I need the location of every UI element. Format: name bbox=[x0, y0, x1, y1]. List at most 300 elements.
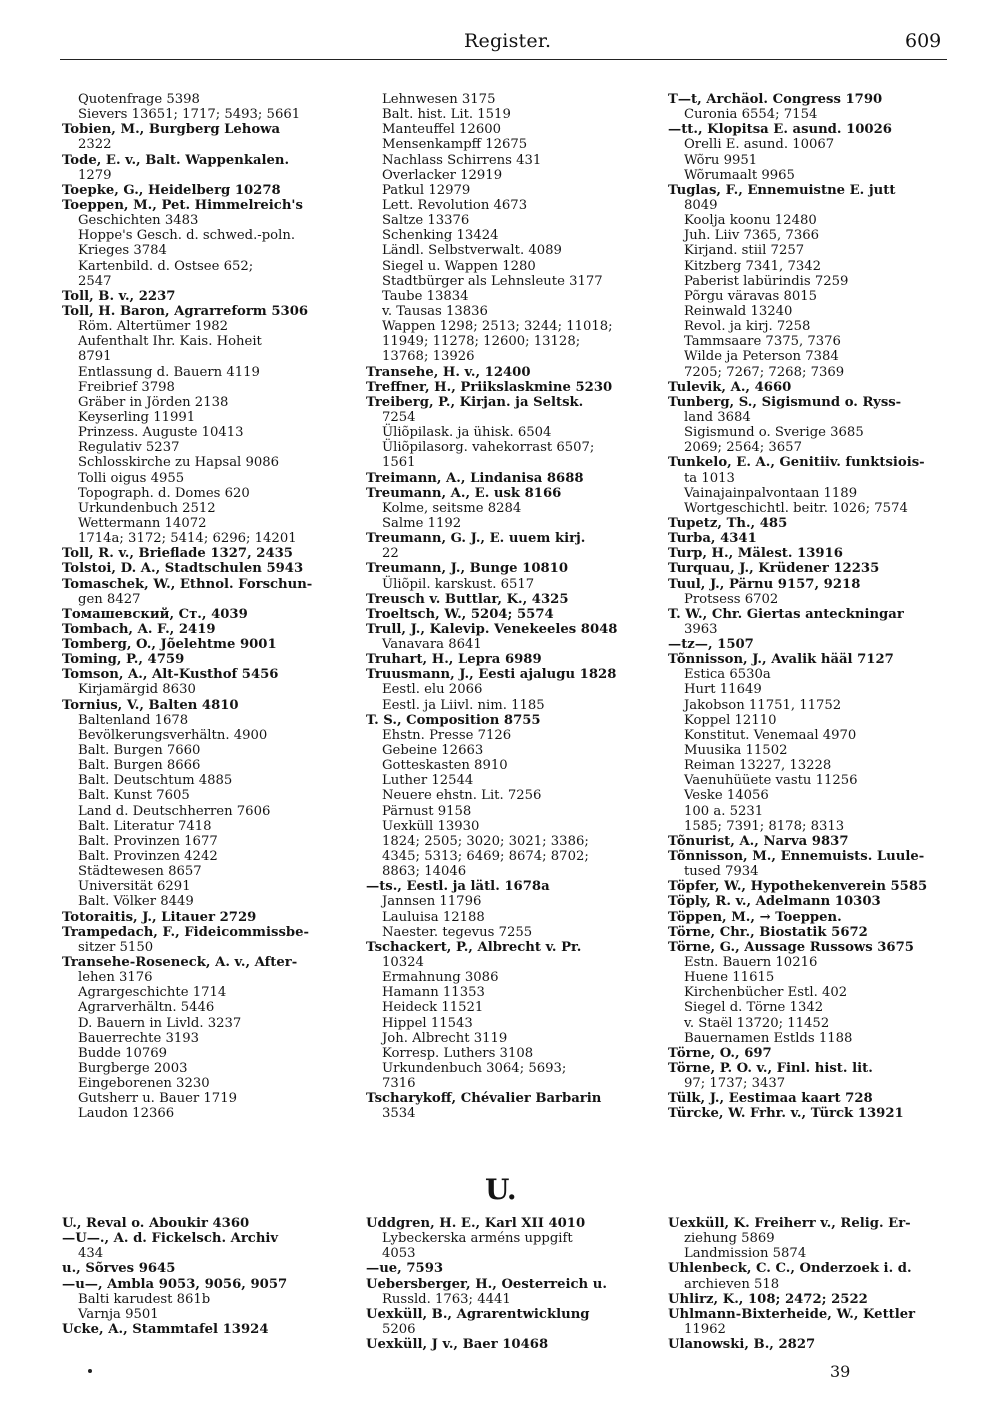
index-heading-line bbox=[668, 940, 968, 955]
entry-text: Üliõpil. karskust. 6517 bbox=[382, 576, 535, 592]
index-heading-line bbox=[62, 667, 362, 682]
entry-text: Eestl. elu 2066 bbox=[382, 682, 483, 698]
index-subentry-line bbox=[62, 758, 362, 773]
entry-text: Burgberge 2003 bbox=[78, 1061, 188, 1076]
index-subentry-line bbox=[366, 577, 666, 592]
index-subentry-line bbox=[62, 1031, 362, 1046]
page-number: 609 bbox=[905, 30, 942, 52]
entry-text: Koolja koonu 12480 bbox=[684, 213, 817, 229]
index-heading-line bbox=[668, 834, 968, 849]
index-subentry-line bbox=[62, 773, 362, 788]
index-subentry-line bbox=[366, 1292, 666, 1307]
index-heading-line bbox=[62, 622, 362, 637]
heading-text: Turp, H., Mälest. 13916 bbox=[668, 546, 843, 562]
index-subentry-line bbox=[366, 319, 666, 334]
entry-text: Estn. Bauern 10216 bbox=[684, 955, 818, 971]
heading-text: Treimann, A., Lindanisa 8688 bbox=[366, 470, 584, 486]
index-heading-line bbox=[668, 122, 968, 137]
index-subentry-line bbox=[668, 471, 968, 486]
index-subentry-line bbox=[366, 682, 666, 697]
index-heading-line bbox=[668, 849, 968, 864]
heading-text: —ts., Eestl. ja lätl. 1678a bbox=[366, 879, 550, 895]
heading-text: Ucke, A., Stammtafel 13924 bbox=[62, 1321, 269, 1337]
entry-text: Neuere ehstn. Lit. 7256 bbox=[382, 788, 542, 804]
index-subentry-line bbox=[366, 1046, 666, 1061]
entry-text: Ehstn. Presse 7126 bbox=[382, 727, 512, 743]
index-subentry-line bbox=[62, 395, 362, 410]
index-subentry-line bbox=[366, 955, 666, 970]
heading-text: Turquau, J., Krüdener 12235 bbox=[668, 561, 880, 577]
index-subentry-line bbox=[668, 153, 968, 168]
entry-text: Balt. Provinzen 1677 bbox=[78, 833, 218, 849]
entry-text: Vainajainpalvontaan 1189 bbox=[684, 485, 858, 501]
heading-text: Tombach, A. F., 2419 bbox=[62, 621, 216, 637]
entry-text: v. Tausas 13836 bbox=[382, 303, 488, 319]
entry-text: Hamann 11353 bbox=[382, 985, 485, 1001]
entry-text: Röm. Altertümer 1982 bbox=[78, 319, 229, 335]
entry-text: Wortgeschichtl. beitr. 1026; 7574 bbox=[684, 500, 908, 516]
index-subentry-line bbox=[62, 864, 362, 879]
index-subentry-line bbox=[366, 92, 666, 107]
entry-text: Baltenland 1678 bbox=[78, 712, 189, 728]
index-subentry-line bbox=[366, 168, 666, 183]
entry-text: Gutsherr u. Bauer 1719 bbox=[78, 1091, 237, 1107]
heading-text: Töppen, M., → Toeppen. bbox=[668, 909, 842, 925]
index-heading-line bbox=[62, 652, 362, 667]
signature-number: 39 bbox=[830, 1362, 851, 1381]
index-heading-line bbox=[62, 607, 362, 622]
heading-text: —tz—, 1507 bbox=[668, 637, 754, 653]
entry-text: Landmission 5874 bbox=[684, 1246, 807, 1262]
entry-text: Lehnwesen 3175 bbox=[382, 92, 496, 107]
heading-text: Turba, 4341 bbox=[668, 531, 757, 547]
entry-text: Städtewesen 8657 bbox=[78, 864, 202, 880]
index-subentry-line bbox=[366, 183, 666, 198]
index-heading-line bbox=[668, 561, 968, 576]
index-subentry-line bbox=[668, 334, 968, 349]
heading-text: Toll, R. v., Brieflade 1327, 2435 bbox=[62, 546, 293, 562]
heading-text: T. W., Chr. Giertas anteckningar bbox=[668, 606, 904, 622]
entry-text: Taube 13834 bbox=[382, 288, 469, 304]
entry-text: 10324 bbox=[382, 955, 424, 971]
index-heading-line bbox=[668, 516, 968, 531]
entry-text: Manteuffel 12600 bbox=[382, 122, 501, 138]
index-subentry-line bbox=[62, 743, 362, 758]
index-subentry-line bbox=[62, 1246, 362, 1261]
index-subentry-line bbox=[668, 425, 968, 440]
entry-text: Overlacker 12919 bbox=[382, 167, 503, 183]
index-subentry-line bbox=[366, 1246, 666, 1261]
index-subentry-line bbox=[366, 425, 666, 440]
heading-text: Tscharykoff, Chévalier Barbarin bbox=[366, 1091, 602, 1107]
index-subentry-line bbox=[62, 804, 362, 819]
entry-text: Hurt 11649 bbox=[684, 682, 762, 698]
entry-text: Siegel d. Törne 1342 bbox=[684, 1000, 824, 1016]
entry-text: Entlassung d. Bauern 4119 bbox=[78, 364, 260, 380]
index-subentry-line bbox=[668, 1322, 968, 1337]
index-subentry-line bbox=[668, 1277, 968, 1292]
entry-text: Revol. ja kirj. 7258 bbox=[684, 319, 811, 335]
entry-text: Kitzberg 7341, 7342 bbox=[684, 258, 822, 274]
index-subentry-line bbox=[366, 455, 666, 470]
entry-text: 8863; 14046 bbox=[382, 864, 467, 880]
heading-text: Treffner, H., Priikslaskmine 5230 bbox=[366, 379, 613, 395]
heading-text: Томашевский, Ст., 4039 bbox=[62, 606, 248, 622]
entry-text: Urkundenbuch 3064; 5693; bbox=[382, 1061, 567, 1076]
index-subentry-line bbox=[366, 834, 666, 849]
index-subentry-line bbox=[668, 804, 968, 819]
index-subentry-line bbox=[62, 940, 362, 955]
index-subentry-line bbox=[668, 365, 968, 380]
index-subentry-line bbox=[366, 137, 666, 152]
entry-text: Balti karudest 861b bbox=[78, 1291, 211, 1307]
heading-text: Tode, E. v., Balt. Wappenkalen. bbox=[62, 152, 290, 168]
entry-text: Topograph. d. Domes 620 bbox=[78, 485, 250, 501]
entry-text: Lett. Revolution 4673 bbox=[382, 197, 528, 213]
index-column-middle bbox=[366, 92, 666, 1122]
index-subentry-line bbox=[366, 440, 666, 455]
heading-text: —U—., A. d. Fickelsch. Archiv bbox=[62, 1231, 279, 1247]
index-subentry-line bbox=[62, 728, 362, 743]
index-heading-line bbox=[668, 925, 968, 940]
index-subentry-line bbox=[366, 122, 666, 137]
index-subentry-line bbox=[62, 243, 362, 258]
entry-text: Põrgu väravas 8015 bbox=[684, 288, 818, 304]
entry-text: Jakobson 11751, 11752 bbox=[684, 697, 842, 713]
index-subentry-line bbox=[62, 516, 362, 531]
u-section-column-left bbox=[62, 1216, 362, 1337]
entry-text: Siegel u. Wappen 1280 bbox=[382, 258, 536, 274]
heading-text: Tõnnisson, J., Avalik hääl 7127 bbox=[668, 652, 894, 668]
entry-text: Schlosskirche zu Hapsal 9086 bbox=[78, 455, 280, 471]
heading-text: Toming, P., 4759 bbox=[62, 652, 185, 668]
entry-text: Jannsen 11796 bbox=[382, 894, 482, 910]
heading-text: Uhlmann-Bixterheide, W., Kettler bbox=[668, 1306, 916, 1322]
index-heading-line bbox=[366, 592, 666, 607]
entry-text: Vanavara 8641 bbox=[382, 637, 482, 653]
index-subentry-line bbox=[366, 213, 666, 228]
entry-text: gen 8427 bbox=[78, 591, 141, 607]
entry-text: Krieges 3784 bbox=[78, 243, 167, 259]
index-heading-line bbox=[668, 1292, 968, 1307]
entry-text: Prinzess. Auguste 10413 bbox=[78, 425, 244, 441]
index-subentry-line bbox=[366, 153, 666, 168]
entry-text: Lauluisa 12188 bbox=[382, 909, 485, 925]
index-heading-line bbox=[668, 1061, 968, 1076]
entry-text: Agrargeschichte 1714 bbox=[78, 985, 227, 1001]
entry-text: Protsess 6702 bbox=[684, 591, 779, 607]
index-subentry-line bbox=[668, 1031, 968, 1046]
index-subentry-line bbox=[62, 894, 362, 909]
index-heading-line bbox=[62, 289, 362, 304]
entry-text: Eingeborenen 3230 bbox=[78, 1076, 210, 1092]
index-subentry-line bbox=[366, 637, 666, 652]
entry-text: Balt. Deutschtum 4885 bbox=[78, 773, 233, 789]
print-mark bbox=[88, 1369, 92, 1373]
index-subentry-line bbox=[366, 304, 666, 319]
index-subentry-line bbox=[668, 698, 968, 713]
index-heading-line bbox=[62, 1261, 362, 1276]
entry-text: Üliõpilasorg. vahekorrast 6507; bbox=[382, 440, 595, 456]
index-subentry-line bbox=[668, 1076, 968, 1091]
index-heading-line bbox=[62, 561, 362, 576]
index-heading-line bbox=[62, 546, 362, 561]
entry-text: 3963 bbox=[684, 621, 718, 637]
index-subentry-line bbox=[366, 546, 666, 561]
entry-text: Wappen 1298; 2513; 3244; 11018; bbox=[382, 319, 613, 335]
index-subentry-line bbox=[62, 819, 362, 834]
index-subentry-line bbox=[366, 1061, 666, 1076]
index-subentry-line bbox=[62, 365, 362, 380]
index-subentry-line bbox=[366, 334, 666, 349]
index-subentry-line bbox=[62, 788, 362, 803]
entry-text: Naester. tegevus 7255 bbox=[382, 924, 533, 940]
entry-text: 1714a; 3172; 5414; 6296; 14201 bbox=[78, 531, 297, 547]
index-heading-line bbox=[366, 365, 666, 380]
index-subentry-line bbox=[668, 440, 968, 455]
entry-text: Wõru 9951 bbox=[684, 152, 758, 168]
heading-text: Treusch v. Buttlar, K., 4325 bbox=[366, 591, 569, 607]
index-subentry-line bbox=[668, 259, 968, 274]
index-subentry-line bbox=[668, 228, 968, 243]
running-title: Register. bbox=[464, 30, 552, 52]
index-heading-line bbox=[366, 1277, 666, 1292]
heading-text: Uhlirz, K., 108; 2472; 2522 bbox=[668, 1291, 868, 1307]
index-heading-line bbox=[668, 607, 968, 622]
entry-text: 1824; 2505; 3020; 3021; 3386; bbox=[382, 833, 589, 849]
heading-text: Tunkelo, E. A., Genitiiv. funktsiois- bbox=[668, 455, 925, 471]
heading-text: Tomberg, O., Jõelehtme 9001 bbox=[62, 637, 277, 653]
heading-text: Tolstoi, D. A., Stadtschulen 5943 bbox=[62, 561, 304, 577]
entry-text: Quotenfrage 5398 bbox=[78, 92, 200, 107]
entry-text: Lybeckerska arméns uppgift bbox=[382, 1231, 573, 1247]
heading-text: Toll, H. Baron, Agrarreform 5306 bbox=[62, 303, 309, 319]
heading-text: Tõnurist, A., Narva 9837 bbox=[668, 833, 849, 849]
heading-text: Toeppen, M., Pet. Himmelreich's bbox=[62, 197, 303, 213]
entry-text: Regulativ 5237 bbox=[78, 440, 180, 456]
heading-text: Toll, B. v., 2237 bbox=[62, 288, 176, 304]
index-subentry-line bbox=[366, 289, 666, 304]
heading-text: Tülk, J., Eestimaa kaart 728 bbox=[668, 1091, 873, 1107]
index-heading-line bbox=[668, 546, 968, 561]
index-heading-line bbox=[366, 652, 666, 667]
entry-text: 1585; 7391; 8178; 8313 bbox=[684, 818, 845, 834]
entry-text: Nachlass Schirrens 431 bbox=[382, 152, 542, 168]
index-subentry-line bbox=[366, 1231, 666, 1246]
index-subentry-line bbox=[668, 985, 968, 1000]
entry-text: Hoppe's Gesch. d. schwed.-poln. bbox=[78, 228, 296, 244]
index-subentry-line bbox=[668, 198, 968, 213]
index-subentry-line bbox=[668, 349, 968, 364]
entry-text: Orelli E. asund. 10067 bbox=[684, 137, 835, 153]
entry-text: Wettermann 14072 bbox=[78, 515, 207, 531]
index-heading-line bbox=[668, 879, 968, 894]
entry-text: Gräber in Jörden 2138 bbox=[78, 394, 229, 410]
heading-text: Uexküll, K. Freiherr v., Relig. Er- bbox=[668, 1216, 911, 1231]
entry-text: Kirjamärgid 8630 bbox=[78, 682, 196, 698]
index-subentry-line bbox=[366, 970, 666, 985]
index-subentry-line bbox=[62, 879, 362, 894]
entry-text: Balt. Völker 8449 bbox=[78, 894, 194, 910]
index-subentry-line bbox=[62, 380, 362, 395]
heading-text: Töply, R. v., Adelmann 10303 bbox=[668, 894, 881, 910]
index-heading-line bbox=[366, 667, 666, 682]
index-subentry-line bbox=[62, 834, 362, 849]
entry-text: 7205; 7267; 7268; 7369 bbox=[684, 364, 845, 380]
entry-text: 11962 bbox=[684, 1321, 726, 1337]
entry-text: Üliõpilask. ja ühisk. 6504 bbox=[382, 425, 552, 441]
heading-text: T—t, Archäol. Congress 1790 bbox=[668, 92, 883, 107]
entry-text: Agrarverhältn. 5446 bbox=[78, 1000, 215, 1016]
index-subentry-line bbox=[62, 455, 362, 470]
heading-text: Tobien, M., Burgberg Lehowa bbox=[62, 122, 281, 138]
entry-text: archieven 518 bbox=[684, 1276, 780, 1292]
index-heading-line bbox=[366, 395, 666, 410]
entry-text: Juh. Liiv 7365, 7366 bbox=[684, 228, 819, 244]
entry-text: Kirchenbücher Estl. 402 bbox=[684, 985, 848, 1001]
index-subentry-line bbox=[668, 864, 968, 879]
index-heading-line bbox=[366, 879, 666, 894]
index-subentry-line bbox=[62, 410, 362, 425]
index-subentry-line bbox=[62, 1016, 362, 1031]
index-column-right bbox=[668, 92, 968, 1122]
heading-text: Trampedach, F., Fideicommissbe- bbox=[62, 924, 309, 940]
entry-text: Pärnust 9158 bbox=[382, 803, 472, 819]
index-subentry-line bbox=[668, 728, 968, 743]
index-subentry-line bbox=[366, 849, 666, 864]
entry-text: Hippel 11543 bbox=[382, 1015, 473, 1031]
entry-text: 7316 bbox=[382, 1076, 416, 1092]
entry-text: 11949; 11278; 12600; 13128; bbox=[382, 334, 581, 350]
heading-text: Uhlenbeck, C. C., Onderzoek i. d. bbox=[668, 1261, 912, 1277]
index-heading-line bbox=[62, 198, 362, 213]
index-subentry-line bbox=[668, 410, 968, 425]
index-heading-line bbox=[366, 1091, 666, 1106]
index-subentry-line bbox=[366, 243, 666, 258]
entry-text: Luther 12544 bbox=[382, 773, 474, 789]
index-heading-line bbox=[668, 1046, 968, 1061]
entry-text: Gebeine 12663 bbox=[382, 743, 484, 759]
index-heading-line bbox=[668, 92, 968, 107]
index-subentry-line bbox=[668, 622, 968, 637]
index-subentry-line bbox=[62, 682, 362, 697]
index-heading-line bbox=[62, 183, 362, 198]
u-section-column-right bbox=[668, 1216, 968, 1352]
entry-text: tused 7934 bbox=[684, 864, 759, 880]
heading-text: Tuglas, F., Ennemuistne E. jutt bbox=[668, 182, 896, 198]
heading-text: —ue, 7593 bbox=[366, 1261, 444, 1277]
heading-text: Toepke, G., Heidelberg 10278 bbox=[62, 182, 281, 198]
index-heading-line bbox=[668, 1216, 968, 1231]
index-heading-line bbox=[366, 531, 666, 546]
index-subentry-line bbox=[366, 1076, 666, 1091]
index-subentry-line bbox=[668, 486, 968, 501]
index-heading-line bbox=[62, 577, 362, 592]
entry-text: Korresp. Luthers 3108 bbox=[382, 1045, 534, 1061]
index-heading-line bbox=[366, 561, 666, 576]
entry-text: Land d. Deutschherren 7606 bbox=[78, 803, 271, 819]
index-heading-line bbox=[366, 1337, 666, 1352]
index-subentry-line bbox=[366, 501, 666, 516]
index-subentry-line bbox=[62, 1106, 362, 1121]
index-subentry-line bbox=[62, 440, 362, 455]
index-heading-line bbox=[668, 1091, 968, 1106]
index-subentry-line bbox=[62, 1091, 362, 1106]
index-subentry-line bbox=[62, 471, 362, 486]
entry-text: Mensenkampff 12675 bbox=[382, 137, 528, 153]
index-heading-line bbox=[668, 1261, 968, 1276]
entry-text: Budde 10769 bbox=[78, 1045, 168, 1061]
entry-text: Ermahnung 3086 bbox=[382, 970, 499, 986]
entry-text: Stadtbürger als Lehnsleute 3177 bbox=[382, 273, 603, 289]
entry-text: Balt. Burgen 8666 bbox=[78, 758, 201, 774]
heading-text: Tschackert, P., Albrecht v. Pr. bbox=[366, 939, 582, 955]
entry-text: Urkundenbuch 2512 bbox=[78, 500, 216, 516]
index-subentry-line bbox=[366, 864, 666, 879]
heading-text: Treumann, J., Bunge 10810 bbox=[366, 561, 569, 577]
heading-text: Treiberg, P., Kirjan. ja Seltsk. bbox=[366, 394, 584, 410]
index-subentry-line bbox=[668, 970, 968, 985]
heading-text: Truusmann, J., Eesti ajalugu 1828 bbox=[366, 667, 617, 683]
index-subentry-line bbox=[62, 985, 362, 1000]
heading-text: —u—, Ambla 9053, 9056, 9057 bbox=[62, 1276, 288, 1292]
index-subentry-line bbox=[62, 334, 362, 349]
index-subentry-line bbox=[62, 1061, 362, 1076]
heading-text: Tõnnisson, M., Ennemuists. Luule- bbox=[668, 849, 925, 865]
section-letter: U. bbox=[485, 1173, 517, 1206]
index-subentry-line bbox=[366, 758, 666, 773]
entry-text: Balt. hist. Lit. 1519 bbox=[382, 107, 511, 123]
index-subentry-line bbox=[668, 107, 968, 122]
entry-text: 4053 bbox=[382, 1246, 416, 1262]
index-subentry-line bbox=[366, 698, 666, 713]
index-subentry-line bbox=[62, 425, 362, 440]
index-heading-line bbox=[62, 910, 362, 925]
entry-text: Kolme, seitsme 8284 bbox=[382, 500, 522, 516]
index-subentry-line bbox=[366, 259, 666, 274]
u-section-column-middle bbox=[366, 1216, 666, 1352]
index-subentry-line bbox=[62, 713, 362, 728]
index-subentry-line bbox=[366, 773, 666, 788]
heading-text: Uebersberger, H., Oesterreich u. bbox=[366, 1276, 607, 1292]
index-heading-line bbox=[62, 698, 362, 713]
index-heading-line bbox=[668, 577, 968, 592]
index-subentry-line bbox=[668, 319, 968, 334]
index-subentry-line bbox=[62, 1076, 362, 1091]
index-subentry-line bbox=[668, 1000, 968, 1015]
index-heading-line bbox=[62, 122, 362, 137]
heading-text: Trull, J., Kalevip. Venekeeles 8048 bbox=[366, 621, 618, 637]
index-subentry-line bbox=[668, 1231, 968, 1246]
index-subentry-line bbox=[668, 168, 968, 183]
index-subentry-line bbox=[366, 107, 666, 122]
heading-text: Türcke, W. Frhr. v., Türck 13921 bbox=[668, 1106, 904, 1122]
index-heading-line bbox=[366, 1216, 666, 1231]
index-subentry-line bbox=[62, 486, 362, 501]
entry-text: Vaenuhüüete vastu 11256 bbox=[684, 773, 858, 789]
entry-text: Russld. 1763; 4441 bbox=[382, 1291, 511, 1307]
index-heading-line bbox=[366, 1307, 666, 1322]
heading-text: Tornius, V., Balten 4810 bbox=[62, 697, 239, 713]
entry-text: Ländl. Selbstverwalt. 4089 bbox=[382, 243, 562, 259]
entry-text: Sigismund o. Sverige 3685 bbox=[684, 425, 864, 441]
entry-text: Tolli oigus 4955 bbox=[78, 470, 185, 486]
entry-text: ta 1013 bbox=[684, 470, 735, 486]
entry-text: Varnja 9501 bbox=[78, 1306, 159, 1322]
entry-text: Curonia 6554; 7154 bbox=[684, 107, 818, 123]
index-heading-line bbox=[668, 637, 968, 652]
heading-text: u., Sõrves 9645 bbox=[62, 1261, 176, 1277]
